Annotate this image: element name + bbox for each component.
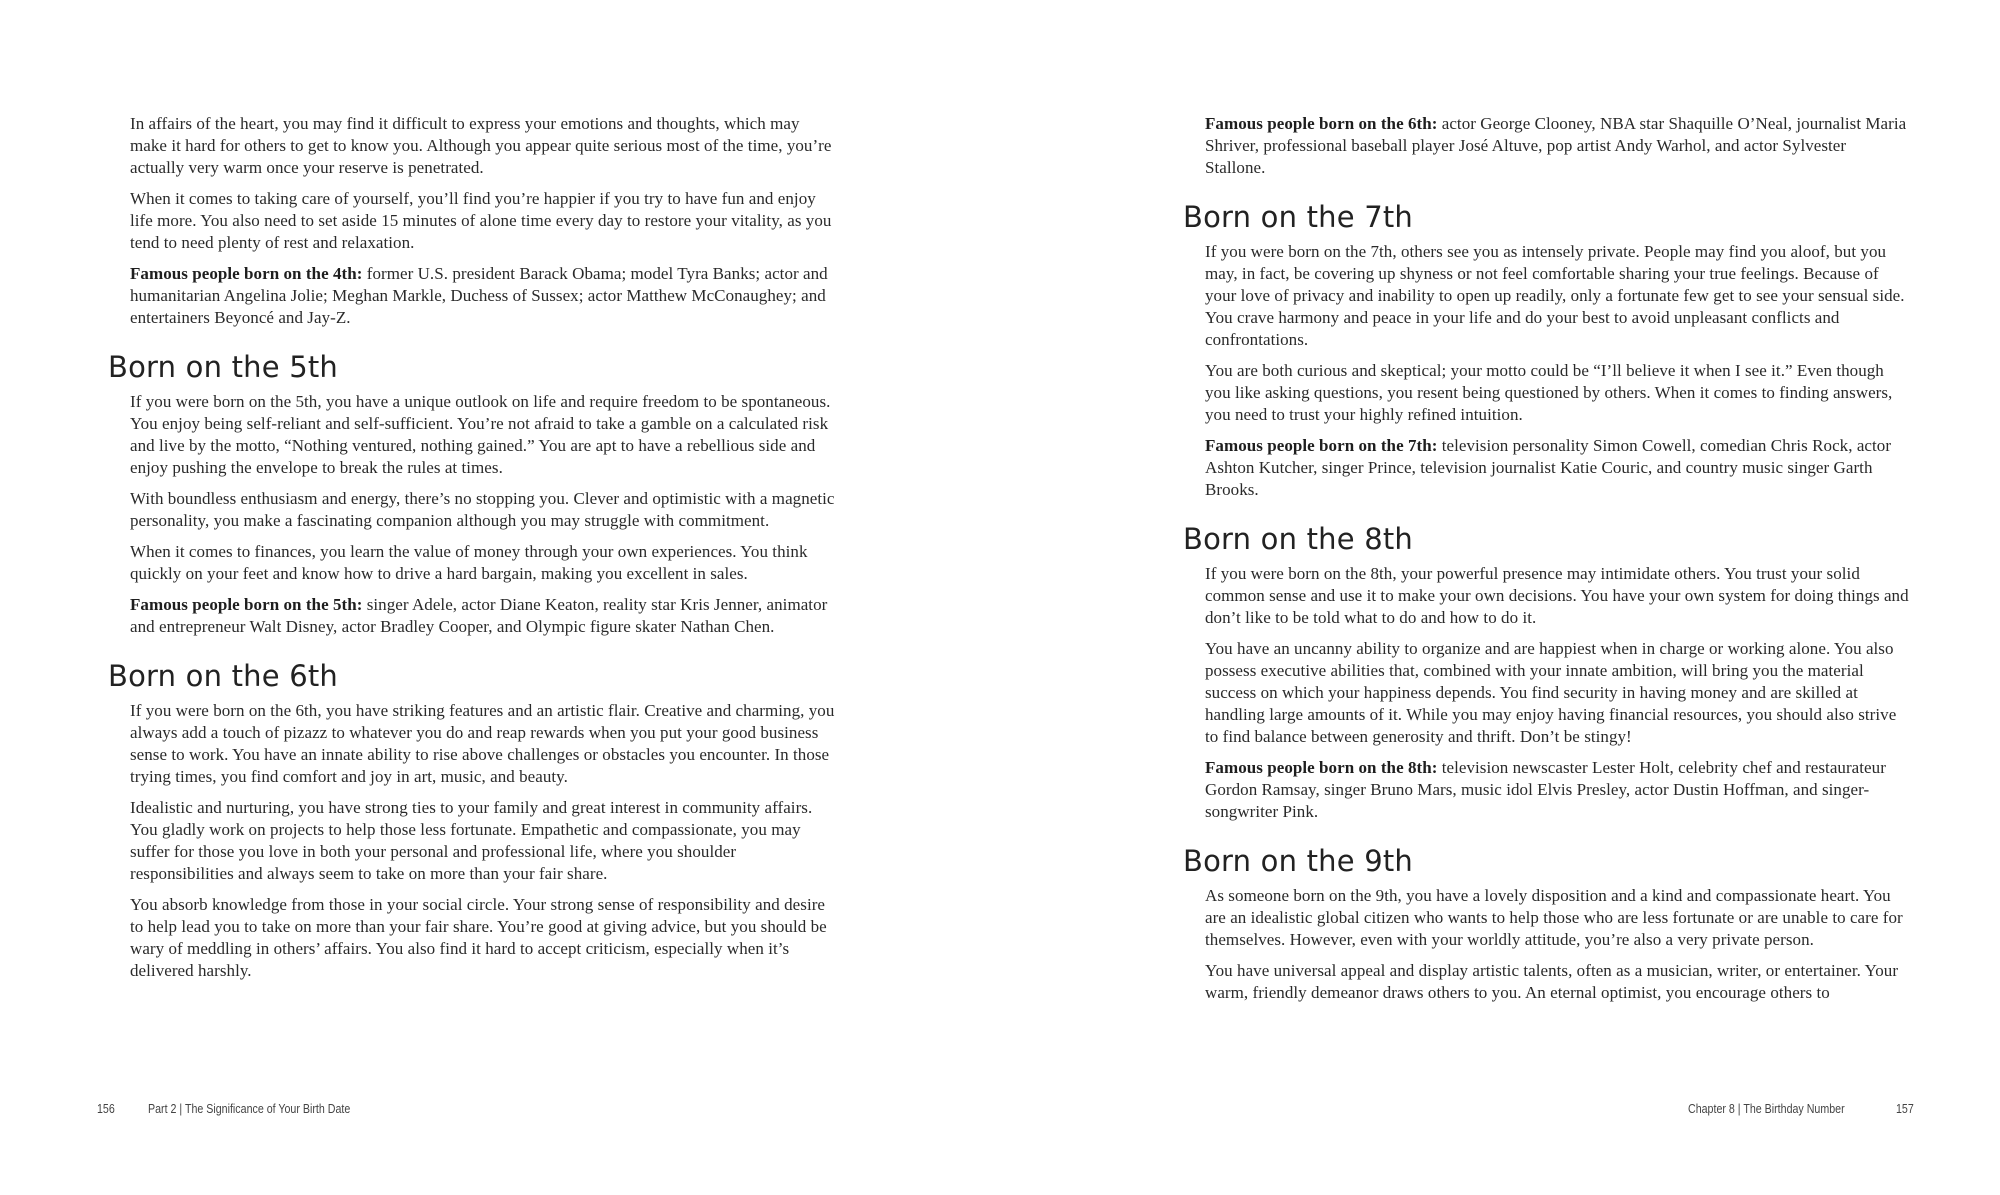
running-head: Part 2 | The Significance of Your Birth Date xyxy=(148,1101,351,1116)
famous-list: television personality Simon Cowell, comedian Chris Rock, actor Ashton Kutcher, singer Prince, television journalist Katie Couric, and country music singer Garth Brooks. xyxy=(1205,436,1892,499)
section-heading-5th: Born on the 5th xyxy=(108,350,339,384)
paragraph: You have an uncanny ability to organize and are happiest when in charge or working alone. You also possess executive abilities that, combined with your innate ambition, will bring you the material success on which your happiness depends. You find security in having money and are skilled at handling large amounts of it. While you may enjoy having financial resources, you should also strive to find balance between generosity and thrift. Don’t be stingy! xyxy=(1205,639,1897,746)
famous-people-4th xyxy=(130,263,840,329)
page-number: 156 xyxy=(97,1101,115,1116)
paragraph: With boundless enthusiasm and energy, there’s no stopping you. Clever and optimistic with a magnetic personality, you make a fascinating companion although you may struggle with commitment. xyxy=(130,489,835,530)
paragraph: When it comes to finances, you learn the value of money through your own experiences. You think quickly on your feet and know how to drive a hard bargain, making you excellent in sales. xyxy=(130,542,808,583)
famous-list: singer Adele, actor Diane Keaton, reality star Kris Jenner, animator and entrepreneur Walt Disney, actor Bradley Cooper, and Olympic figure skater Nathan Chen. xyxy=(130,595,828,636)
paragraph: Idealistic and nurturing, you have strong ties to your family and great interest in community affairs. You gladly work on projects to help those less fortunate. Empathetic and compassionate, you may suffer for those you love in both your personal and professional life, where you shoulder responsibilities and always seem to take on more than your fair share. xyxy=(130,798,813,883)
section-heading-8th: Born on the 8th xyxy=(1183,522,1414,556)
famous-people-8th xyxy=(1205,757,1910,823)
famous-list: former U.S. president Barack Obama; model Tyra Banks; actor and humanitarian Angelina Jolie; Meghan Markle, Duchess of Sussex; actor Matthew McConaughey; and entertainers Beyoncé and Jay-Z. xyxy=(130,264,828,327)
section-heading-7th: Born on the 7th xyxy=(1183,200,1414,234)
paragraph: You are both curious and skeptical; your motto could be “I’ll believe it when I see it.” Even though you like asking questions, you resent being questioned by others. When it comes to finding answers, you need to trust your highly refined intuition. xyxy=(1205,361,1893,424)
running-head: Chapter 8 | The Birthday Number xyxy=(1688,1101,1845,1116)
famous-list: actor George Clooney, NBA star Shaquille O’Neal, journalist Maria Shriver, professional baseball player José Altuve, pop artist Andy Warhol, and actor Sylvester Stallone. xyxy=(1205,114,1907,177)
paragraph: You have universal appeal and display artistic talents, often as a musician, writer, or entertainer. Your warm, friendly demeanor draws others to you. An eternal optimist, you encourage others to xyxy=(1205,961,1899,1002)
paragraph: If you were born on the 7th, others see you as intensely private. People may find you aloof, but you may, in fact, be covering up shyness or not feel comfortable sharing your true feelings. Because of your love of privacy and inability to open up readily, only a fortunate few get to see your sensual side. You crave harmony and peace in your life and do your best to avoid unpleasant conflicts and confrontations. xyxy=(1205,242,1905,349)
paragraph: In affairs of the heart, you may find it difficult to express your emotions and thoughts, which may make it hard for others to get to know you. Although you appear quite serious most of the time, you’re actually very warm once your reserve is penetrated. xyxy=(130,114,832,177)
paragraph: When it comes to taking care of yourself, you’ll find you’re happier if you try to have fun and enjoy life more. You also need to set aside 15 minutes of alone time every day to restore your vitality, as you tend to need plenty of rest and relaxation. xyxy=(130,189,832,252)
famous-label: Famous people born on the 6th: xyxy=(1205,114,1438,133)
section-heading-6th: Born on the 6th xyxy=(108,659,339,693)
paragraph: If you were born on the 5th, you have a unique outlook on life and require freedom to be spontaneous. You enjoy being self-reliant and self-sufficient. You’re not afraid to take a gamble on a calculated risk and live by the motto, “Nothing ventured, nothing gained.” You are apt to have a rebellious side and enjoy pushing the envelope to break the rules at times. xyxy=(130,392,831,477)
famous-people-7th xyxy=(1205,435,1910,501)
famous-label: Famous people born on the 7th: xyxy=(1205,436,1438,455)
paragraph: If you were born on the 8th, your powerful presence may intimidate others. You trust your solid common sense and use it to make your own decisions. You have your own system for doing things and don’t like to be told what to do and how to do it. xyxy=(1205,564,1909,627)
paragraph: If you were born on the 6th, you have striking features and an artistic flair. Creative and charming, you always add a touch of pizazz to whatever you do and reap rewards when you put your good business sense to work. You have an innate ability to rise above challenges or obstacles you encounter. In those trying times, you find comfort and joy in art, music, and beauty. xyxy=(130,701,835,786)
famous-list: television newscaster Lester Holt, celebrity chef and restaurateur Gordon Ramsay, singer Bruno Mars, music idol Elvis Presley, actor Dustin Hoffman, and singer-songwriter Pink. xyxy=(1205,758,1886,821)
paragraph: As someone born on the 9th, you have a lovely disposition and a kind and compassionate heart. You are an idealistic global citizen who wants to help those who are less fortunate or are unable to care for themselves. However, even with your worldly attitude, you’re also a very private person. xyxy=(1205,886,1903,949)
right-text-column xyxy=(1183,113,1910,1013)
left-text-column xyxy=(108,113,840,991)
paragraph: You absorb knowledge from those in your social circle. Your strong sense of responsibility and desire to help lead you to take on more than your fair share. You’re good at giving advice, but you should be wary of meddling in others’ affairs. You also find it hard to accept criticism, especially when it’s delivered harshly. xyxy=(130,895,827,980)
right-page xyxy=(1000,0,2000,1195)
famous-label: Famous people born on the 8th: xyxy=(1205,758,1438,777)
famous-people-6th xyxy=(1205,113,1910,179)
famous-people-5th xyxy=(130,594,840,638)
section-heading-9th: Born on the 9th xyxy=(1183,844,1414,878)
famous-label: Famous people born on the 5th: xyxy=(130,595,363,614)
famous-label: Famous people born on the 4th: xyxy=(130,264,363,283)
page-number: 157 xyxy=(1896,1101,1914,1116)
